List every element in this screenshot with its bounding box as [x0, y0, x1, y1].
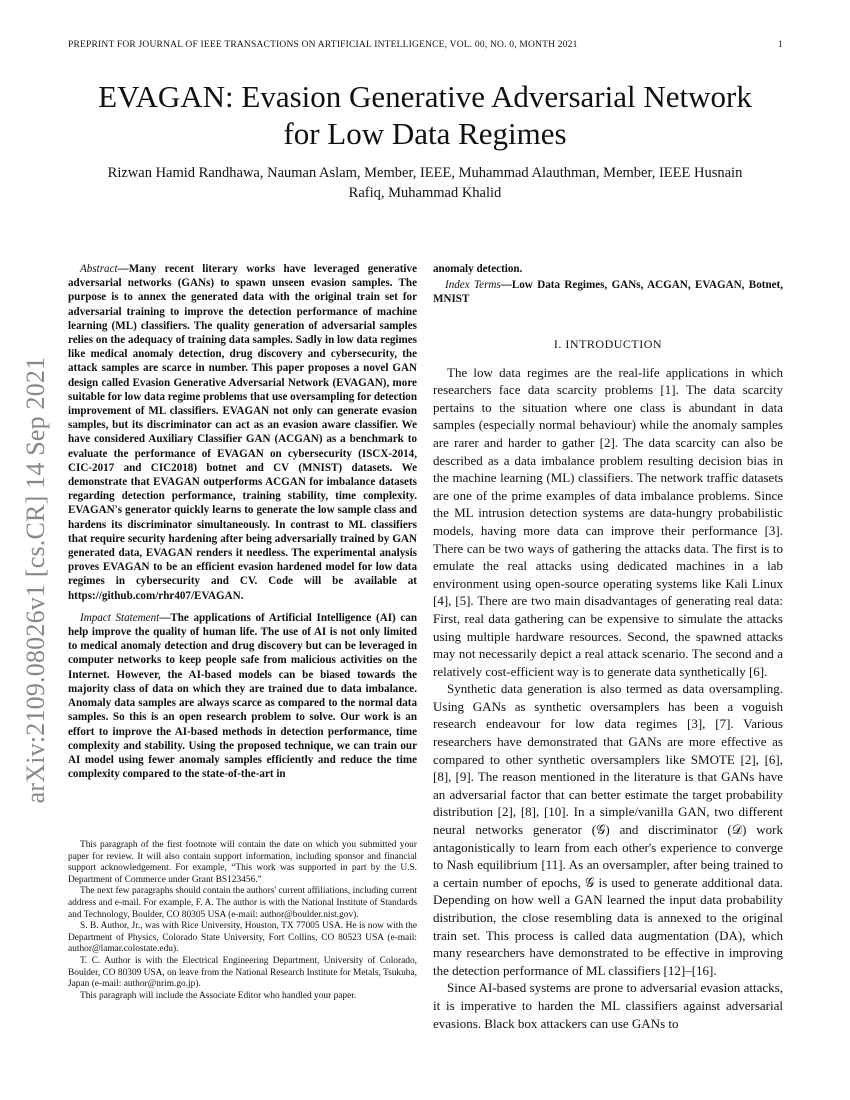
footnotes: [68, 840, 417, 1002]
arxiv-stamp: [6, 330, 66, 830]
footnote: The next few paragraphs should contain the authors' current affiliations, including current address and e-mail. For example, F. A. The author is with the National Institute of Standards and Technology, Boulder, CO 80305 USA (e-mail: author@boulder.nist.gov).: [68, 886, 417, 920]
author-list: [68, 163, 782, 203]
abstract-label: Abstract: [80, 263, 118, 275]
running-header: [68, 40, 783, 50]
abstract-text: —Many recent literary works have leveraged generative adversarial networks (GANs) to spawn unseen evasion samples. The purpose is to annex the generated data with the original train set for adversarial training to improve the detection performance of machine learning (ML) classifiers. The quality generation of adversarial samples relies on the adequacy of training data samples. Sadly in low data regimes like medical anomaly detection, drug discovery and cybersecurity, the attack samples are scarce in number. This paper proposes a novel GAN design called Evasion Generative Adversarial Network (EVAGAN), more suitable for low data regime problems that use oversampling for detection improvement of ML classifiers. EVAGAN not only can generate evasion samples, but its discriminator can act as an evasion aware classifier. We have considered Auxiliary Classifier GAN (ACGAN) as a benchmark to evaluate the performance of EVAGAN on cybersecurity (ISCX-2014, CIC-2017 and CIC2018) botnet and CV (MNIST) datasets. We demonstrate that EVAGAN outperforms ACGAN for imbalance datasets regarding detection performance, training stability, time complexity. EVAGAN's generator quickly learns to generate the low sample class and hardens its discriminator simultaneously. In contrast to ML classifiers that require security hardening after being adversarially trained by GAN generated data, EVAGAN renders it needless. The experimental analysis proves EVAGAN to be an efficient evasion hardened model for low data regimes in cybersecurity and CV. Code will be available at https://github.com/rhr407/EVAGAN.: [68, 263, 417, 602]
right-column: [433, 262, 783, 1032]
left-column: [68, 262, 417, 789]
index-terms-text: —Low Data Regimes, GANs, ACGAN, EVAGAN, Botnet, MNIST: [433, 279, 783, 306]
authors-line-1: Rizwan Hamid Randhawa, Nauman Aslam, Member, IEEE, Muhammad Alauthman, Member, IEEE Husnain: [107, 165, 743, 181]
footnote: This paragraph of the first footnote will contain the date on which you submitted your paper for review. It will also contain support information, including sponsor and financial support acknowledgement. For example, “This work was supported in part by the U.S. Department of Commerce under Grant BS123456.”: [68, 840, 417, 885]
footnote: S. B. Author, Jr., was with Rice University, Houston, TX 77005 USA. He is now with the Department of Physics, Colorado State University, Fort Collins, CO 80523 USA (e-mail: author@lamar.colostate.edu).: [68, 921, 417, 955]
intro-paragraph-1: The low data regimes are the real-life applications in which researchers face data scarcity problems [1]. The data scarcity pertains to the situation where one class is abundant in data samples (especially normal behaviour) while the anomaly samples are rarer and harder to gather [2]. The data scarcity can also be described as a data imbalance problem resulting decision bias in the machine learning (ML) classifiers. The network traffic datasets are one of the prime examples of data imbalance problems. Since the ML intrusion detection systems are data-hungry probabilistic models, having more data can improve their performance [3]. There can be two ways of gathering the attacks data. The first is to emulate the real attacks using dedicated machines in a lab environment using open-source operating systems like Kali Linux [4], [5]. There are two main disadvantages of generating real data: First, real data gathering can be expensive to simulate the attacks using multiple hardware resources. Second, the spawned attacks may not necessarily depict a real attack scenario. The second and a relatively cost-efficient way is to generate data synthetically [6].: [433, 364, 783, 679]
authors-line-2: Rafiq, Muhammad Khalid: [348, 185, 502, 201]
intro-paragraph-3: Since AI-based systems are prone to adversarial evasion attacks, it is imperative to harden the ML classifiers against adversarial evasions. Black box attackers can use GANs to: [433, 980, 783, 1031]
impact-continuation: anomaly detection.: [433, 263, 523, 275]
title-line-1: EVAGAN: Evasion Generative Adversarial Network: [98, 79, 752, 114]
index-terms: [433, 278, 783, 306]
title-line-2: for Low Data Regimes: [283, 116, 567, 151]
impact-label: Impact Statement: [80, 611, 160, 624]
index-terms-label: Index Terms: [445, 279, 501, 292]
abstract: [68, 262, 417, 603]
section-heading-introduction: I. INTRODUCTION: [553, 336, 663, 351]
footnote: T. C. Author is with the Electrical Engineering Department, University of Colorado, Boulder, CO 80309 USA, on leave from the National Research Institute for Metals, Tsukuba, Japan (e-mail: author@nrim.go.jp).: [68, 955, 417, 990]
page-number: 1: [778, 40, 783, 50]
impact-text: —The applications of Artificial Intelligence (AI) can help improve the quality of human life. The use of AI is not only limited to medical anomaly detection and drug discovery but can be leveraged in computer networks to keep people safe from malicious activities on the Internet. However, the AI-based models can be biased towards the majority class of data on which they are trained due to data imbalance. Anomaly data samples are always scarce as compared to the normal data samples. So this is an open research problem to solve. Our work is an effort to improve the AI-based methods in detection performance, time complexity and stability. Using the proposed technique, we can train our AI model using fewer anomaly samples efficiently and reduce the time complexity compared to the state-of-the-art in: [68, 611, 418, 781]
footnote: This paragraph will include the Associate Editor who handled your paper.: [80, 990, 357, 1001]
arxiv-stamp-text: arXiv:2109.08026v1 [cs.CR] 14 Sep 2021: [21, 356, 50, 804]
impact-statement: [68, 611, 417, 781]
running-head-text: PREPRINT FOR JOURNAL OF IEEE TRANSACTIONS ON ARTIFICIAL INTELLIGENCE, VOL. 00, NO. 0, MONTH 2021: [68, 40, 578, 50]
intro-paragraph-2: Synthetic data generation is also termed as data oversampling. Using GANs as synthetic oversamplers has been a voguish research endeavour for low data regimes [3], [7]. Various researchers have demonstrated that GANs are more effective as compared to other synthetic oversamplers like SMOTE [2], [6], [8], [9]. The reason mentioned in the literature is that GANs have an adversarial factor that can better estimate the target probability distribution [2], [8], [10]. In a simple/vanilla GAN, two different neural networks generator (𝒢) and discriminator (𝒟) work antagonistically to learn from each other's experience to converge to Nash equilibrium [11]. As an oversampler, after being trained to a certain number of epochs, 𝒢 is used to generate additional data. Depending on how well a GAN learned the input data probability distribution, the close resembling data is annexed to the original train set. This process is called data augmentation (DA), which many researchers have demonstrated to be effective in improving the detection performance of ML classifiers [12]–[16].: [433, 681, 783, 978]
paper-title: [40, 78, 810, 152]
